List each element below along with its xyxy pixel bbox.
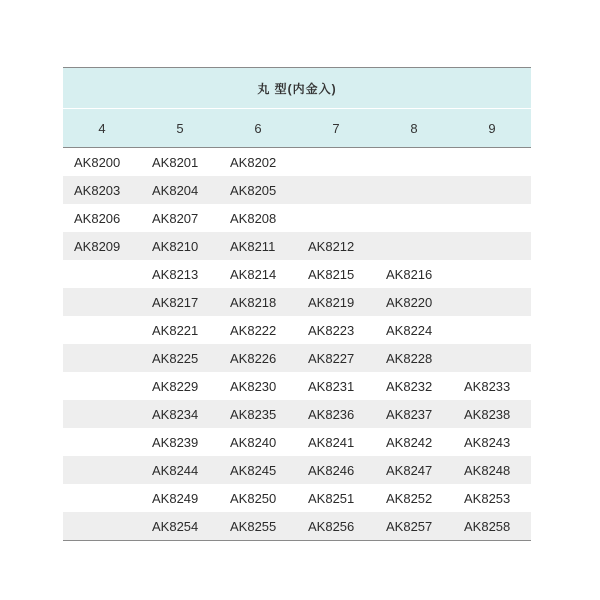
product-code-cell: AK8241 — [308, 434, 355, 450]
product-code-cell: AK8208 — [230, 210, 277, 226]
table-row — [63, 372, 531, 400]
empty-cell — [453, 204, 531, 232]
size-header-6: 6 — [219, 109, 297, 148]
product-code-cell: AK8204 — [141, 176, 219, 204]
product-code-cell: AK8257 — [375, 512, 453, 541]
table-body — [63, 148, 531, 541]
product-code-cell: AK8206 — [74, 210, 121, 226]
empty-cell — [453, 344, 531, 372]
empty-cell — [297, 148, 375, 177]
product-code-cell: AK8218 — [219, 288, 297, 316]
empty-cell — [63, 428, 141, 456]
size-header-5: 5 — [141, 109, 219, 148]
empty-cell — [297, 204, 375, 232]
product-code-cell: AK8236 — [297, 400, 375, 428]
product-code-cell: AK8240 — [230, 434, 277, 450]
product-code-cell: AK8220 — [375, 288, 453, 316]
empty-cell — [63, 484, 141, 512]
table-row — [63, 232, 531, 260]
product-code-cell: AK8231 — [308, 378, 355, 394]
product-code-cell: AK8202 — [230, 154, 277, 170]
product-code-cell: AK8247 — [375, 456, 453, 484]
table-row — [63, 260, 531, 288]
product-code-cell: AK8253 — [464, 490, 511, 506]
empty-cell — [375, 148, 453, 177]
product-code-cell: AK8234 — [141, 400, 219, 428]
product-code-table — [63, 67, 531, 541]
product-code-cell: AK8219 — [297, 288, 375, 316]
product-code-cell: AK8205 — [219, 176, 297, 204]
product-code-cell: AK8252 — [386, 490, 433, 506]
product-code-cell: AK8207 — [152, 210, 199, 226]
product-code-cell: AK8238 — [453, 400, 531, 428]
table-title: 丸 型(内金入) — [63, 68, 531, 109]
empty-cell — [453, 232, 531, 260]
size-header-8: 8 — [375, 109, 453, 148]
product-code-cell: AK8227 — [297, 344, 375, 372]
product-table-container — [63, 67, 531, 541]
product-code-cell: AK8228 — [375, 344, 453, 372]
table-row — [63, 204, 531, 232]
product-code-cell: AK8255 — [219, 512, 297, 541]
table-row — [63, 400, 531, 428]
product-code-cell: AK8217 — [141, 288, 219, 316]
table-row — [63, 456, 531, 484]
empty-cell — [453, 260, 531, 288]
empty-cell — [63, 260, 141, 288]
table-row — [63, 512, 531, 541]
size-header-row — [63, 109, 531, 148]
product-code-cell: AK8254 — [141, 512, 219, 541]
size-header-4: 4 — [63, 109, 141, 148]
size-header-7: 7 — [297, 109, 375, 148]
size-header-9: 9 — [453, 109, 531, 148]
product-code-cell: AK8244 — [141, 456, 219, 484]
product-code-cell: AK8200 — [74, 154, 121, 170]
empty-cell — [453, 176, 531, 204]
product-code-cell: AK8230 — [230, 378, 277, 394]
product-code-cell: AK8256 — [297, 512, 375, 541]
empty-cell — [63, 372, 141, 400]
product-code-cell: AK8213 — [152, 266, 199, 282]
product-code-cell: AK8223 — [308, 322, 355, 338]
product-code-cell: AK8224 — [386, 322, 433, 338]
empty-cell — [63, 456, 141, 484]
empty-cell — [63, 400, 141, 428]
table-row — [63, 428, 531, 456]
product-code-cell: AK8243 — [464, 434, 511, 450]
product-code-cell: AK8245 — [219, 456, 297, 484]
product-code-cell: AK8209 — [63, 232, 141, 260]
empty-cell — [63, 344, 141, 372]
product-code-cell: AK8229 — [152, 378, 199, 394]
product-code-cell: AK8248 — [453, 456, 531, 484]
table-row — [63, 176, 531, 204]
product-code-cell: AK8239 — [152, 434, 199, 450]
product-code-cell: AK8221 — [152, 322, 199, 338]
empty-cell — [375, 204, 453, 232]
empty-cell — [453, 316, 531, 344]
product-code-cell: AK8215 — [308, 266, 355, 282]
product-code-cell: AK8235 — [219, 400, 297, 428]
table-title-row — [63, 68, 531, 109]
empty-cell — [63, 288, 141, 316]
table-row — [63, 148, 531, 177]
empty-cell — [375, 176, 453, 204]
product-code-cell: AK8216 — [386, 266, 433, 282]
empty-cell — [375, 232, 453, 260]
product-code-cell: AK8258 — [453, 512, 531, 541]
empty-cell — [63, 512, 141, 541]
product-code-cell: AK8203 — [63, 176, 141, 204]
product-code-cell: AK8250 — [230, 490, 277, 506]
table-row — [63, 288, 531, 316]
empty-cell — [297, 176, 375, 204]
product-code-cell: AK8201 — [152, 154, 199, 170]
table-row — [63, 316, 531, 344]
product-code-cell: AK8222 — [230, 322, 277, 338]
product-code-cell: AK8212 — [297, 232, 375, 260]
product-code-cell: AK8225 — [141, 344, 219, 372]
product-code-cell: AK8237 — [375, 400, 453, 428]
product-code-cell: AK8226 — [219, 344, 297, 372]
product-code-cell: AK8211 — [219, 232, 297, 260]
empty-cell — [453, 148, 531, 177]
product-code-cell: AK8233 — [464, 378, 511, 394]
product-code-cell: AK8242 — [386, 434, 433, 450]
table-row — [63, 484, 531, 512]
table-row — [63, 344, 531, 372]
empty-cell — [63, 316, 141, 344]
product-code-cell: AK8251 — [308, 490, 355, 506]
product-code-cell: AK8232 — [386, 378, 433, 394]
product-code-cell: AK8246 — [297, 456, 375, 484]
product-code-cell: AK8210 — [141, 232, 219, 260]
product-code-cell: AK8214 — [230, 266, 277, 282]
empty-cell — [453, 288, 531, 316]
product-code-cell: AK8249 — [152, 490, 199, 506]
